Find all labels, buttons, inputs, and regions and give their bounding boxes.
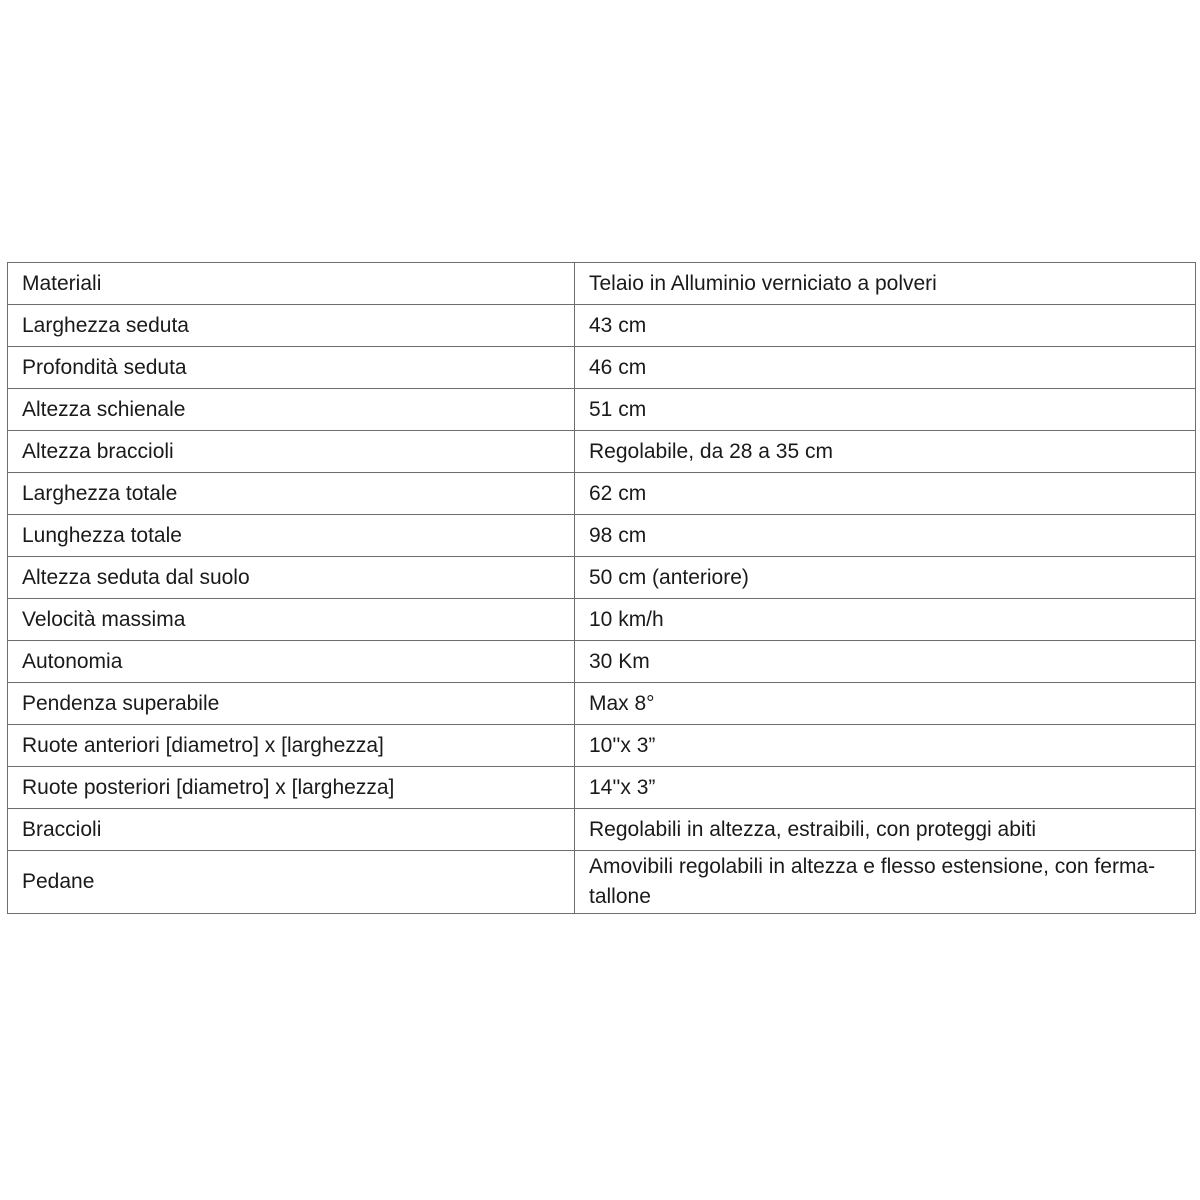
table-row bbox=[8, 473, 1196, 515]
row-value: 10''x 3” bbox=[575, 725, 1196, 767]
row-label: Ruote anteriori [diametro] x [larghezza] bbox=[8, 725, 575, 767]
row-value: 30 Km bbox=[575, 641, 1196, 683]
table-row bbox=[8, 725, 1196, 767]
table-row bbox=[8, 599, 1196, 641]
row-label: Ruote posteriori [diametro] x [larghezza] bbox=[8, 767, 575, 809]
row-value: Telaio in Alluminio verniciato a polveri bbox=[575, 263, 1196, 305]
table-row bbox=[8, 431, 1196, 473]
row-label: Profondità seduta bbox=[8, 347, 575, 389]
table-row bbox=[8, 641, 1196, 683]
row-value: Max 8° bbox=[575, 683, 1196, 725]
row-label: Larghezza seduta bbox=[8, 305, 575, 347]
row-label: Pendenza superabile bbox=[8, 683, 575, 725]
row-value: Amovibili regolabili in altezza e flesso estensione, con ferma-tallone bbox=[575, 851, 1196, 914]
row-value: Regolabili in altezza, estraibili, con proteggi abiti bbox=[575, 809, 1196, 851]
row-value: 14''x 3” bbox=[575, 767, 1196, 809]
row-label: Velocità massima bbox=[8, 599, 575, 641]
table-row bbox=[8, 305, 1196, 347]
table-row bbox=[8, 515, 1196, 557]
row-label: Lunghezza totale bbox=[8, 515, 575, 557]
row-value: 51 cm bbox=[575, 389, 1196, 431]
table-row bbox=[8, 389, 1196, 431]
row-label: Materiali bbox=[8, 263, 575, 305]
spec-table bbox=[7, 262, 1196, 914]
table-row bbox=[8, 809, 1196, 851]
row-label: Autonomia bbox=[8, 641, 575, 683]
table-row bbox=[8, 767, 1196, 809]
table-row bbox=[8, 683, 1196, 725]
row-value: Regolabile, da 28 a 35 cm bbox=[575, 431, 1196, 473]
table-row bbox=[8, 347, 1196, 389]
row-value: 46 cm bbox=[575, 347, 1196, 389]
row-value: 50 cm (anteriore) bbox=[575, 557, 1196, 599]
row-label: Altezza schienale bbox=[8, 389, 575, 431]
table-row bbox=[8, 557, 1196, 599]
row-label: Larghezza totale bbox=[8, 473, 575, 515]
row-label: Altezza seduta dal suolo bbox=[8, 557, 575, 599]
table-row bbox=[8, 851, 1196, 914]
row-value: 43 cm bbox=[575, 305, 1196, 347]
row-label: Pedane bbox=[8, 851, 575, 914]
row-label: Braccioli bbox=[8, 809, 575, 851]
row-value: 10 km/h bbox=[575, 599, 1196, 641]
row-value: 62 cm bbox=[575, 473, 1196, 515]
table-row bbox=[8, 263, 1196, 305]
row-value: 98 cm bbox=[575, 515, 1196, 557]
row-label: Altezza braccioli bbox=[8, 431, 575, 473]
